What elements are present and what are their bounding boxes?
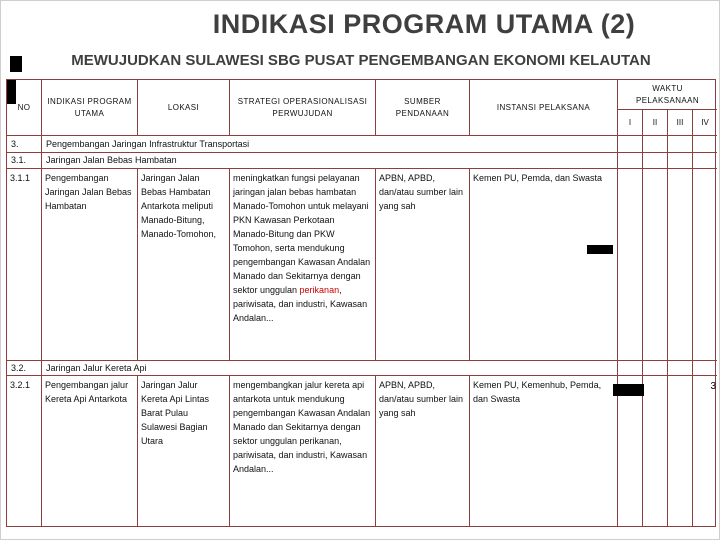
slide-title: INDIKASI PROGRAM UTAMA (2) [212, 9, 636, 39]
waktu-line2: PELAKSANAAN [635, 95, 700, 105]
schedule-cell [693, 136, 717, 153]
schedule-cell [668, 169, 693, 361]
schedule-cell [668, 361, 693, 376]
strategi-text-post: , pariwisata, dan industri, Kawasan Andalan... [233, 285, 368, 323]
section-label: Jaringan Jalur Kereta Api [42, 361, 618, 376]
strategi-text-pre: meningkatkan fungsi pelayanan jaringan jalan bebas hambatan Manado-Tomohon untuk melayani PKN Kawasan Perkotaan Manado-Bitung dan PKW Tomohon, serta mendukung pengembangan Kawasan Andalan Manado dan Sekitarnya dengan sektor unggulan [233, 173, 371, 295]
lokasi-cell: Jaringan Jalan Bebas Hambatan Antarkota meliputi Manado-Bitung, Manado-Tomohon, [138, 169, 230, 361]
gantt-bar [613, 384, 644, 396]
col-header-sumber: SUMBER PENDANAAN [376, 80, 470, 136]
row-no: 3. [7, 136, 42, 153]
schedule-cell [693, 169, 717, 361]
lokasi-cell: Jaringan Jalur Kereta Api Lintas Barat Pulau Sulawesi Bagian Utara [138, 376, 230, 526]
gantt-bar [587, 245, 613, 254]
slide-page-number: 3 [710, 381, 716, 392]
slide-subtitle: MEWUJUDKAN SULAWESI SBG PUSAT PENGEMBANGAN EKONOMI KELAUTAN [71, 52, 651, 69]
section-label: Jaringan Jalan Bebas Hambatan [42, 153, 618, 169]
schedule-cell [643, 169, 668, 361]
schedule-cell [693, 153, 717, 169]
col-header-instansi: INSTANSI PELAKSANA [470, 80, 618, 136]
col-header-waktu-i: I [618, 110, 643, 136]
strategi-text-highlight: perikanan [299, 285, 340, 295]
schedule-cell [618, 169, 643, 361]
schedule-cell [618, 136, 643, 153]
schedule-cell [693, 376, 717, 526]
col-header-strategi: STRATEGI OPERASIONALISASI PERWUJUDAN [230, 80, 376, 136]
schedule-cell [618, 153, 643, 169]
sumber-cell: APBN, APBD, dan/atau sumber lain yang sah [376, 169, 470, 361]
sumber-cell: APBN, APBD, dan/atau sumber lain yang sah [376, 376, 470, 526]
schedule-cell [643, 361, 668, 376]
program-cell: Pengembangan Jaringan Jalan Bebas Hambatan [42, 169, 138, 361]
program-table [6, 79, 716, 527]
schedule-cell [668, 136, 693, 153]
col-header-program: INDIKASI PROGRAM UTAMA [42, 80, 138, 136]
program-cell: Pengembangan jalur Kereta Api Antarkota [42, 376, 138, 526]
col-header-no: NO [7, 80, 42, 136]
schedule-cell [643, 136, 668, 153]
col-header-lokasi: LOKASI [138, 80, 230, 136]
strategi-cell: mengembangkan jalur kereta api antarkota untuk mendukung pengembangan Kawasan Andalan Manado dan Sekitarnya dengan sektor unggulan perikanan, pariwisata, dan industri, Kawasan Andalan... [230, 376, 376, 526]
schedule-cell [618, 376, 643, 526]
waktu-line1: WAKTU [652, 83, 683, 93]
row-no: 3.1. [7, 153, 42, 169]
col-header-waktu-iii: III [668, 110, 693, 136]
col-header-waktu [618, 80, 717, 110]
instansi-cell: Kemen PU, Pemda, dan Swasta [470, 169, 618, 361]
row-no: 3.1.1 [7, 169, 42, 361]
section-label: Pengembangan Jaringan Infrastruktur Transportasi [42, 136, 618, 153]
decorative-black-square [10, 56, 22, 72]
instansi-cell: Kemen PU, Kemenhub, Pemda, dan Swasta [470, 376, 618, 526]
schedule-cell [668, 376, 693, 526]
strategi-cell [230, 169, 376, 361]
schedule-cell [643, 376, 668, 526]
row-no: 3.2. [7, 361, 42, 376]
row-no: 3.2.1 [7, 376, 42, 526]
schedule-cell [618, 361, 643, 376]
schedule-cell [668, 153, 693, 169]
col-header-waktu-iv: IV [693, 110, 717, 136]
schedule-cell [693, 361, 717, 376]
col-header-waktu-ii: II [643, 110, 668, 136]
schedule-cell [643, 153, 668, 169]
